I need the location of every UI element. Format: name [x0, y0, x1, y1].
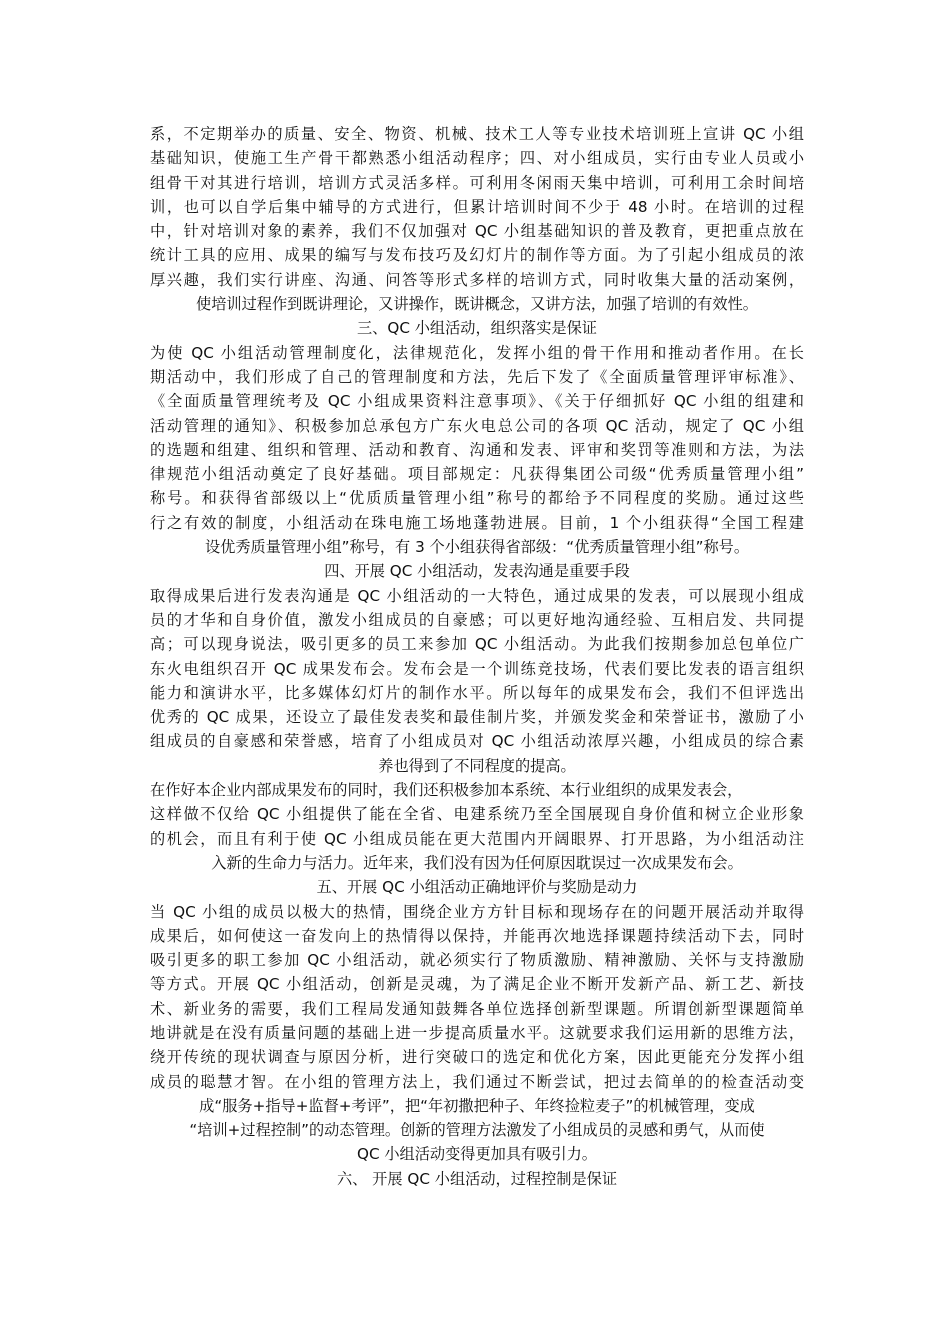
text-line: 称号。和获得省部级以上“优质质量管理小组”称号的都给予不同程度的奖励。通过这些 [150, 489, 804, 508]
text-line: 取得成果后进行发表沟通是 QC 小组活动的一大特色，通过成果的发表，可以展现小组成 [150, 586, 804, 605]
text-line: 活动管理的通知》、积极参加总承包方广东火电总公司的各项 QC 活动，规定了 QC 小组 [150, 416, 804, 435]
text-line: 为使 QC 小组活动管理制度化，法律规范化，发挥小组的骨干作用和推动者作用。在长 [150, 343, 804, 362]
text-line: 在作好本企业内部成果发布的同时，我们还积极参加本系统、本行业组织的成果发表会， [150, 781, 743, 800]
text-line: 员的才华和自身价值，激发小组成员的自豪感；可以更好地沟通经验、互相启发、共同提 [150, 610, 804, 629]
text-line: 的机会，而且有利于使 QC 小组成员能在更大范围内开阔眼界、打开思路，为小组活动注 [150, 829, 804, 848]
text-line: 系，不定期举办的质量、安全、物资、机械、技术工人等专业技术培训班上宣讲 QC 小组 [150, 125, 804, 143]
document-body [150, 122, 804, 1191]
text-line: 养也得到了不同程度的提高。 [378, 756, 576, 775]
text-line: 能力和演讲水平，比多媒体幻灯片的制作水平。所以每年的成果发布会，我们不但评选出 [150, 683, 804, 702]
text-line: 高；可以现身说法，吸引更多的员工来参加 QC 小组活动。为此我们按期参加总包单位广 [150, 635, 804, 654]
text-line: 成“服务+指导+监督+考评”，把“年初撒把种子、年终捡粒麦子”的机械管理，变成 [199, 1096, 755, 1115]
text-line: 基础知识，使施工生产骨干都熟悉小组活动程序；四、对小组成员，实行由专业人员或小 [150, 149, 804, 168]
text-line: 的选题和组建、组织和管理、活动和教育、沟通和发表、评审和奖罚等准则和方法，为法 [150, 440, 804, 459]
text-line: 设优秀质量管理小组”称号，有 3 个小组获得省部级：“优秀质量管理小组”称号。 [204, 538, 750, 557]
text-line: 厚兴趣，我们实行讲座、沟通、问答等形式多样的培训方式，同时收集大量的活动案例， [150, 270, 804, 289]
text-line: 律规范小组活动奠定了良好基础。项目部规定：凡获得集团公司级“优秀质量管理小组” [150, 465, 804, 484]
text-line: 统计工具的应用、成果的编写与发布技巧及幻灯片的制作等方面。为了引起小组成员的浓 [150, 246, 804, 265]
text-line: 术、新业务的需要，我们工程局发通知鼓舞各单位选择创新型课题。所谓创新型课题简单 [150, 999, 804, 1018]
text-line: 绕开传统的现状调查与原因分析，进行突破口的选定和优化方案，因此更能充分发挥小组 [150, 1048, 804, 1067]
text-line: 入新的生命力与活力。近年来，我们没有因为任何原因耽误过一次成果发布会。 [211, 853, 743, 872]
section-heading: 六、 开展 QC 小组活动，过程控制是保证 [336, 1169, 618, 1188]
text-line: 这样做不仅给 QC 小组提供了能在全省、电建系统乃至全国展现自身价值和树立企业形象 [150, 805, 804, 824]
section-heading: 四、开展 QC 小组活动，发表沟通是重要手段 [324, 562, 630, 581]
text-line: 组成员的自豪感和荣誉感，培育了小组成员对 QC 小组活动浓厚兴趣，小组成员的综合素 [150, 732, 804, 751]
text-line: 等方式。开展 QC 小组活动，创新是灵魂，为了满足企业不断开发新产品、新工艺、新技 [150, 975, 804, 994]
text-line: 使培训过程作到既讲理论，又讲操作，既讲概念，又讲方法，加强了培训的有效性。 [196, 295, 758, 314]
text-line: 组骨干对其进行培训，培训方式灵活多样。可利用冬闲雨天集中培训，可利用工余时间培 [150, 173, 804, 192]
text-line: 成果后，如何使这一奋发向上的热情得以保持，并能再次地选择课题持续活动下去，同时 [150, 926, 804, 945]
text-line: 《全面质量管理统考及 QC 小组成果资料注意事项》、《关于仔细抓好 QC 小组的组建和 [150, 392, 804, 411]
text-line: 训，也可以自学后集中辅导的方式进行，但累计培训时间不少于 48 小时。在培训的过程 [150, 197, 804, 216]
text-line: 当 QC 小组的成员以极大的热情，围绕企业方方针目标和现场存在的问题开展活动并取得 [150, 902, 804, 921]
text-line: 中，针对培训对象的素养，我们不仅加强对 QC 小组基础知识的普及教育，更把重点放在 [150, 222, 804, 241]
text-line: 行之有效的制度，小组活动在珠电施工场地蓬勃进展。目前，1 个小组获得“全国工程建 [150, 513, 804, 532]
text-line: 地讲就是在没有质量问题的基础上进一步提高质量水平。这就要求我们运用新的思维方法， [150, 1023, 804, 1042]
text-line: QC 小组活动变得更加具有吸引力。 [356, 1145, 597, 1164]
text-line: 东火电组织召开 QC 成果发布会。发布会是一个训练竞技场，代表们要比发表的语言组织 [150, 659, 804, 678]
text-line: 期活动中，我们形成了自己的管理制度和方法，先后下发了《全面质量管理评审标准》、 [150, 367, 804, 386]
text-line: 优秀的 QC 成果，还设立了最佳发表奖和最佳制片奖，并颁发奖金和荣誉证书，激励了小 [150, 708, 804, 727]
text-line: 吸引更多的职工参加 QC 小组活动，就必须实行了物质激励、精神激励、关怀与支持激励 [150, 951, 804, 970]
section-heading: 五、开展 QC 小组活动正确地评价与奖励是动力 [316, 878, 638, 897]
text-line: “培训+过程控制”的动态管理。创新的管理方法激发了小组成员的灵感和勇气，从而使 [189, 1121, 765, 1140]
text-line: 成员的聪慧才智。在小组的管理方法上，我们通过不断尝试，把过去简单的的检查活动变 [150, 1072, 804, 1091]
section-heading: 三、QC 小组活动，组织落实是保证 [356, 319, 597, 338]
